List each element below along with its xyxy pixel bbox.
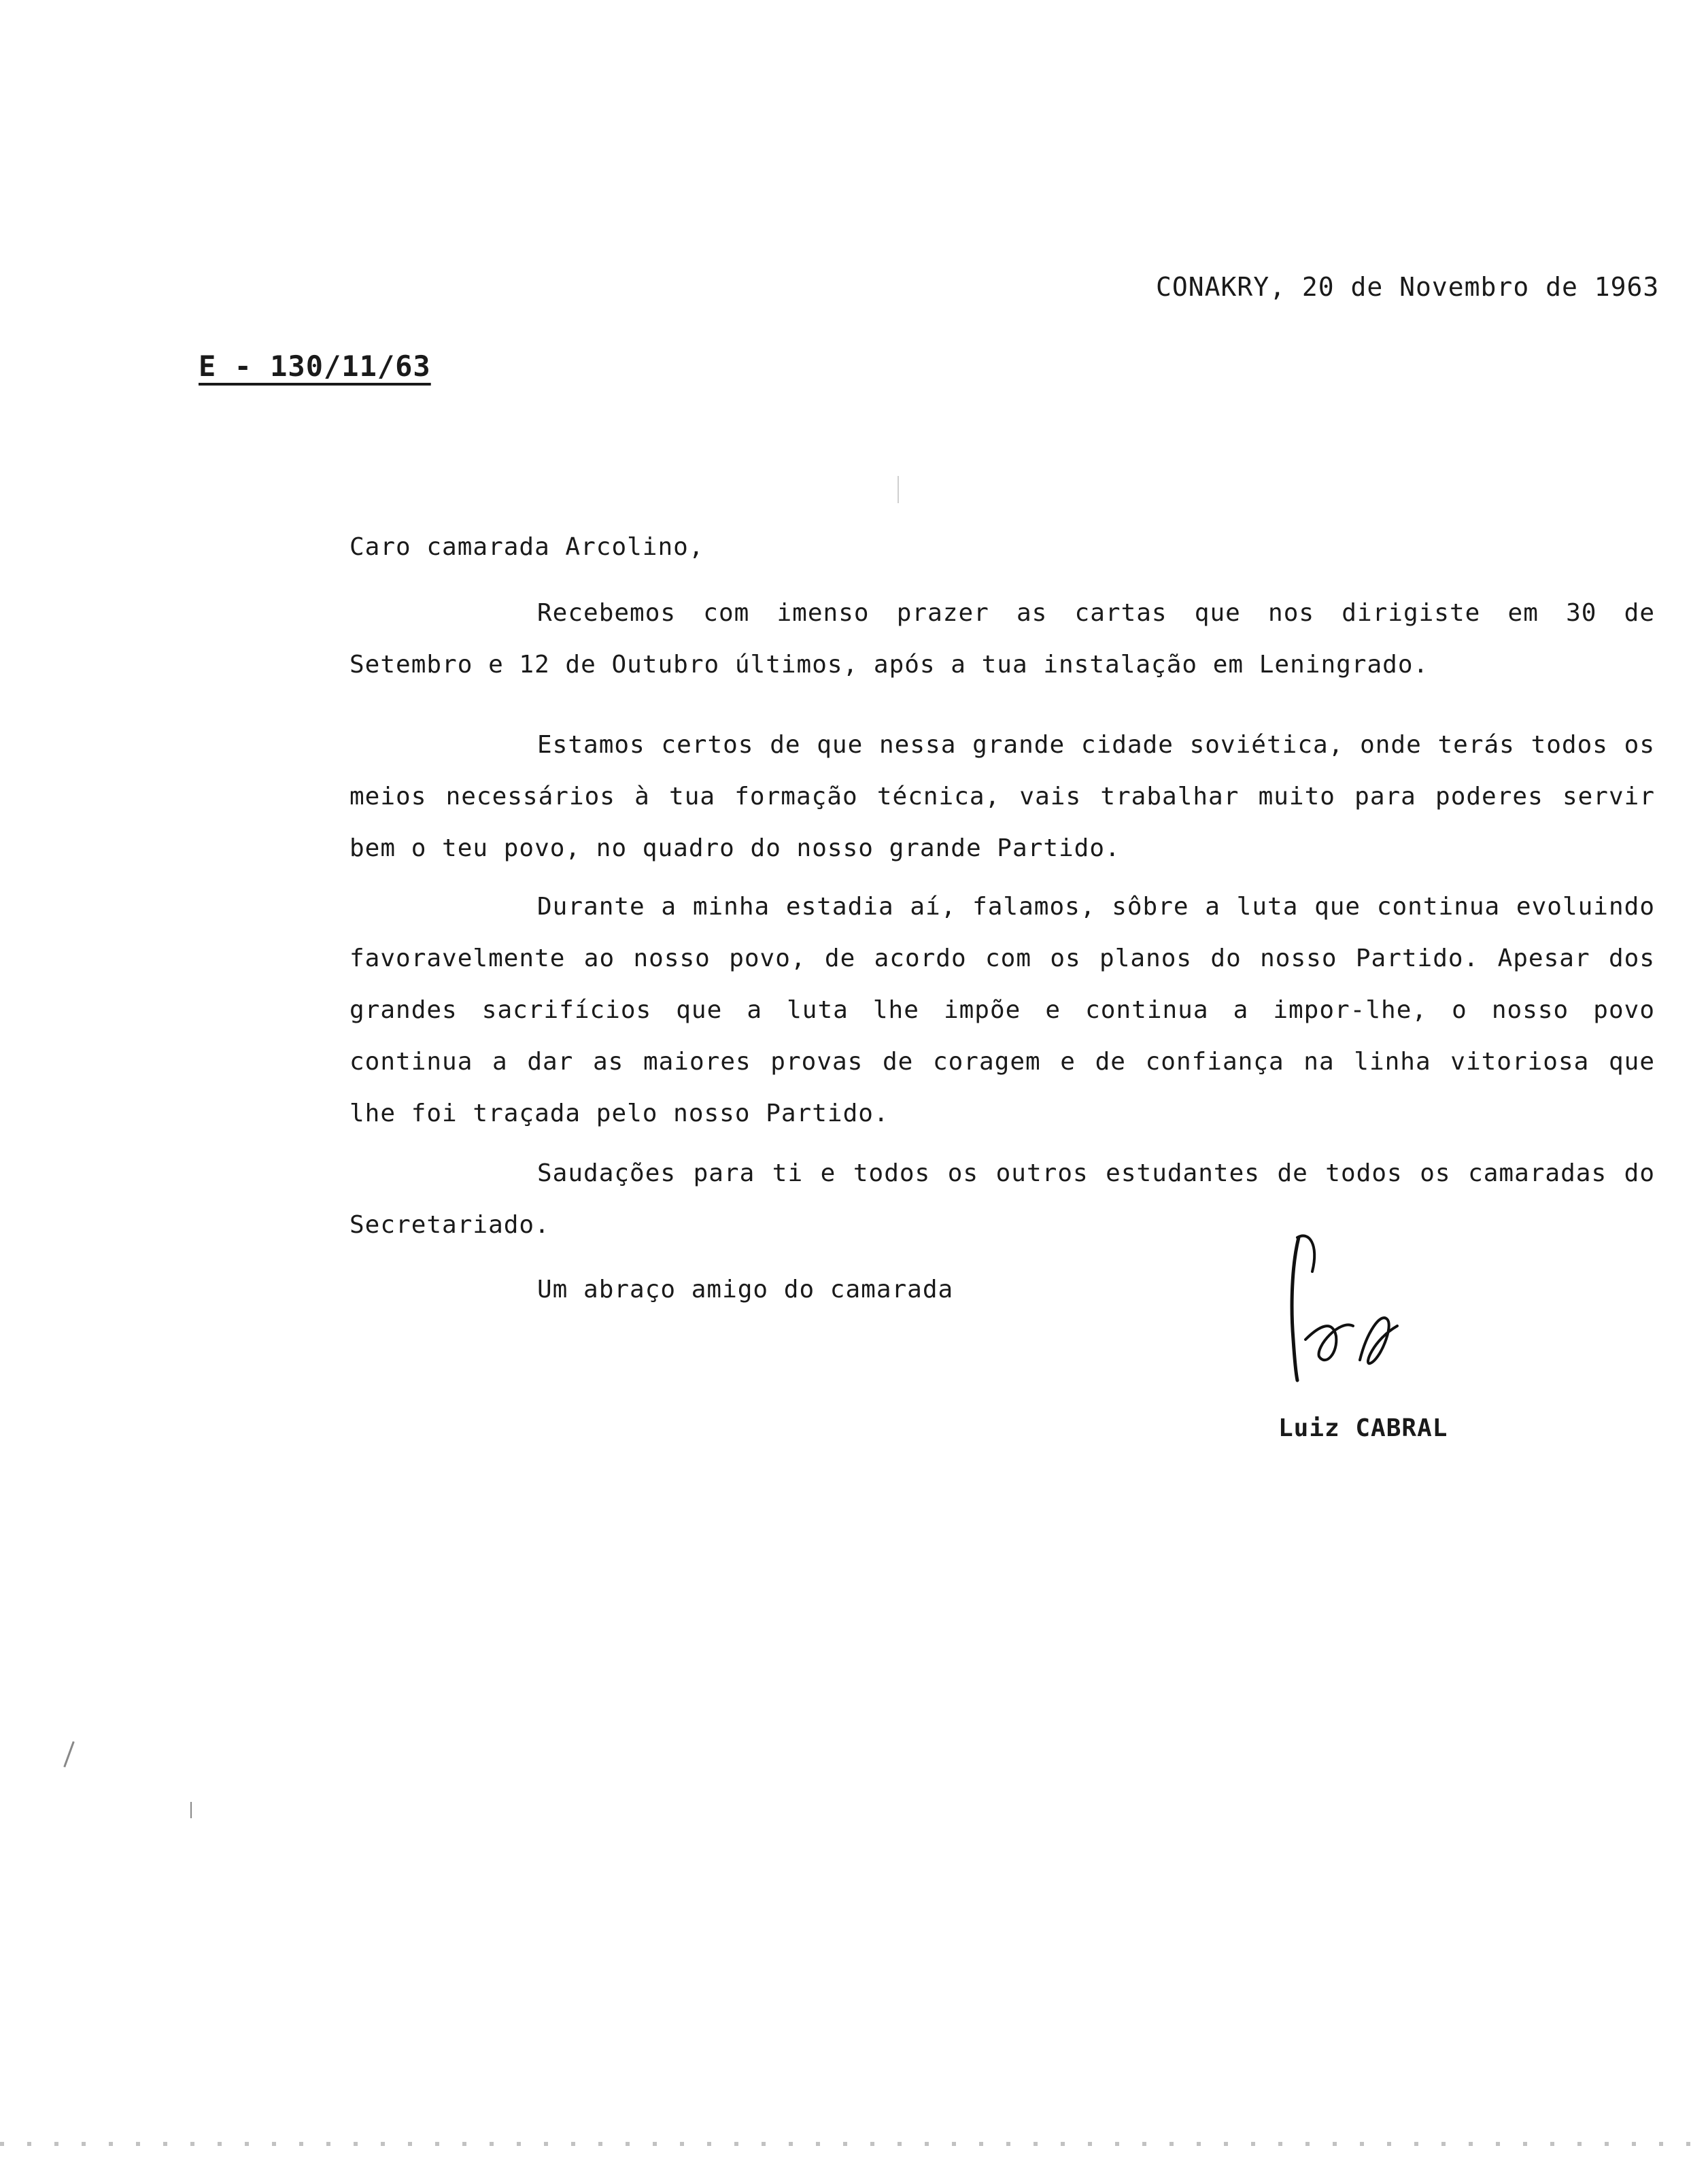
scan-speck <box>190 1802 192 1818</box>
salutation: Caro camarada Arcolino, <box>349 533 704 561</box>
reference-number: E - 130/11/63 <box>199 350 431 383</box>
scan-edge-noise <box>0 2142 1708 2146</box>
signature-name: Luiz CABRAL <box>1278 1414 1448 1442</box>
scan-speck <box>898 476 899 503</box>
paragraph-4: Saudações para ti e todos os outros estudantes de todos os camaradas do Secretariado. <box>349 1159 1655 1239</box>
paragraph-3: Durante a minha estadia aí, falamos, sôbre a luta que continua evoluindo favoravelmente ao nosso povo, de acordo com os planos do nosso Partido. Apesar dos grandes sacrifícios que a luta lhe impõe e continua a impor-lhe, o nosso povo continua a dar as maiores provas de coragem e de confiança na linha vitoriosa que lhe foi traçada pelo nosso Partido. <box>349 893 1655 1127</box>
paragraph-1: Recebemos com imenso prazer as cartas que nos dirigiste em 30 de Setembro e 12 de Outubro últimos, após a tua instalação em Leningrado. <box>349 599 1655 679</box>
scan-speck <box>63 1741 74 1768</box>
place-date: CONAKRY, 20 de Novembro de 1963 <box>1156 272 1660 302</box>
handwritten-signature <box>1278 1224 1428 1394</box>
closing-line: Um abraço amigo do camarada <box>537 1276 954 1303</box>
paragraph-2: Estamos certos de que nessa grande cidade soviética, onde terás todos os meios necessários à tua formação técnica, vais trabalhar muito para poderes servir bem o teu povo, no quadro do nosso grande Partido. <box>349 731 1655 862</box>
